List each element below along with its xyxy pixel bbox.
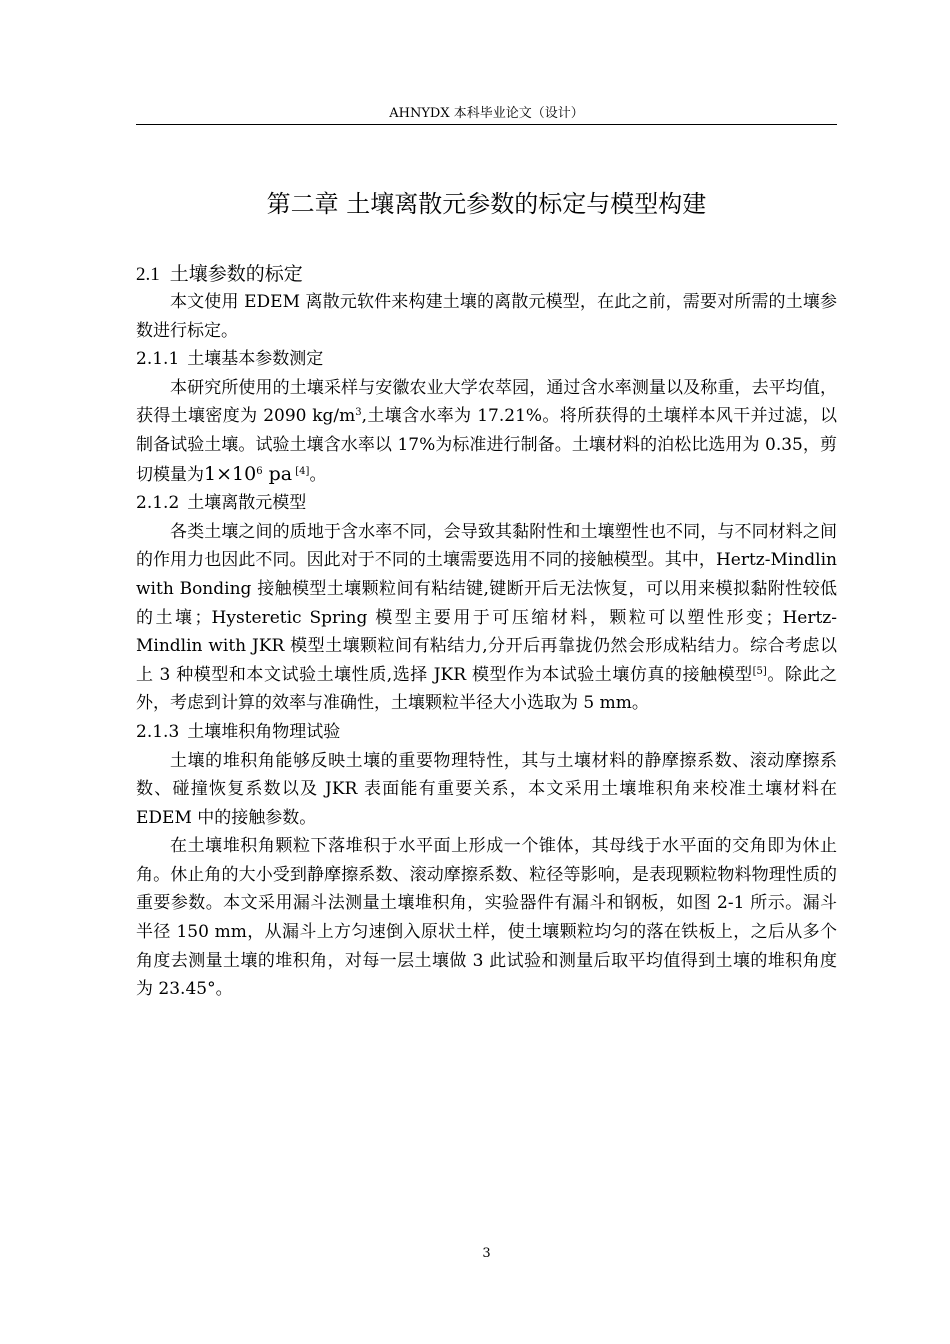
paragraph-text: 。除此之外，考虑到计算的效率与准确性，土壤颗粒半径大小选取为 5 mm。 <box>136 664 837 714</box>
shear-modulus-formula <box>204 463 292 485</box>
formula-exponent: 6 <box>256 465 263 477</box>
paragraph-text: ,土壤含水率为 17.21%。将所获得的土壤样本风干并过滤，以制备试验土壤。试验土壤含水率以 17%为标准进行制备。土壤材料的泊松比选用为 0.35，剪切模量为 <box>136 406 837 485</box>
paragraph: 土壤的堆积角能够反映土壤的重要物理特性，其与土壤材料的静摩擦系数、滚动摩擦系数、碰撞恢复系数以及 JKR 表面能有重要关系，本文采用土壤堆积角来校准土壤材料在 EDEM 中的接触参数。 <box>136 750 837 828</box>
subsection-number: 2.1.1 <box>136 349 180 370</box>
subsection-number: 2.1.2 <box>136 493 180 514</box>
subsection-title: 土壤离散元模型 <box>187 493 307 514</box>
paragraph-text: 。 <box>309 464 327 485</box>
section-title: 土壤参数的标定 <box>169 263 303 285</box>
paragraph <box>136 374 837 489</box>
header-rule <box>136 124 837 125</box>
paragraph-text: 各类土壤之间的质地于含水率不同，会导致其黏附性和土壤塑性也不同，与不同材料之间的作用力也因此不同。因此对于不同的土壤需要选用不同的接触模型。其中，Hertz-Mindlin with Bonding 接触模型土壤颗粒间有粘结键,键断开后无法恢复，可以用来模拟黏附性较低的土壤；Hysteretic Spring 模型主要用于可压缩材料，颗粒可以塑性形变；Hertz-Mindlin with JKR 模型土壤颗粒间有粘结力,分开后再靠拢仍然会形成粘结力。综合考虑以上 3 种模型和本文试验土壤性质,选择 JKR 模型作为本试验土壤仿真的接触模型 <box>136 521 837 685</box>
paragraph: 本文使用 EDEM 离散元软件来构建土壤的离散元模型，在此之前，需要对所需的土壤参数进行标定。 <box>136 292 837 341</box>
subsection-heading-2-1-2 <box>136 489 837 518</box>
paragraph <box>136 518 837 718</box>
chapter-title: 第二章 土壤离散元参数的标定与模型构建 <box>266 190 707 218</box>
body-text <box>136 260 837 1004</box>
paragraph-text: 本研究所使用的土壤采样与安徽农业大学农萃园，通过含水率测量以及称重，去平均值，获得土壤密度为 2090 kg/m <box>136 377 837 427</box>
running-header: AHNYDX 本科毕业论文（设计） <box>389 106 584 121</box>
subsection-title: 土壤基本参数测定 <box>187 349 324 370</box>
formula-base: 1×10 <box>204 462 257 485</box>
section-number: 2.1 <box>136 264 160 285</box>
subsection-title: 土壤堆积角物理试验 <box>187 721 341 742</box>
citation-ref: [5] <box>752 665 767 677</box>
citation-ref: [4] <box>292 465 310 477</box>
subsection-heading-2-1-1 <box>136 345 837 374</box>
subsection-number: 2.1.3 <box>136 721 180 742</box>
formula-unit: pa <box>262 462 293 485</box>
superscript-exponent: 3 <box>355 407 362 419</box>
page-number: 3 <box>482 1246 491 1261</box>
paragraph: 在土壤堆积角颗粒下落堆积于水平面上形成一个锥体，其母线于水平面的交角即为休止角。休止角的大小受到静摩擦系数、滚动摩擦系数、粒径等影响，是表现颗粒物料物理性质的重要参数。本文采用漏斗法测量土壤堆积角，实验器件有漏斗和钢板，如图 2-1 所示。漏斗半径 150 mm，从漏斗上方匀速倒入原状土样，使土壤颗粒均匀的落在铁板上，之后从多个角度去测量土壤的堆积角，对每一层土壤做 3 此试验和测量后取平均值得到土壤的堆积角度为 23.45°。 <box>136 836 837 1000</box>
subsection-heading-2-1-3 <box>136 718 837 747</box>
section-heading-2-1 <box>136 260 837 288</box>
